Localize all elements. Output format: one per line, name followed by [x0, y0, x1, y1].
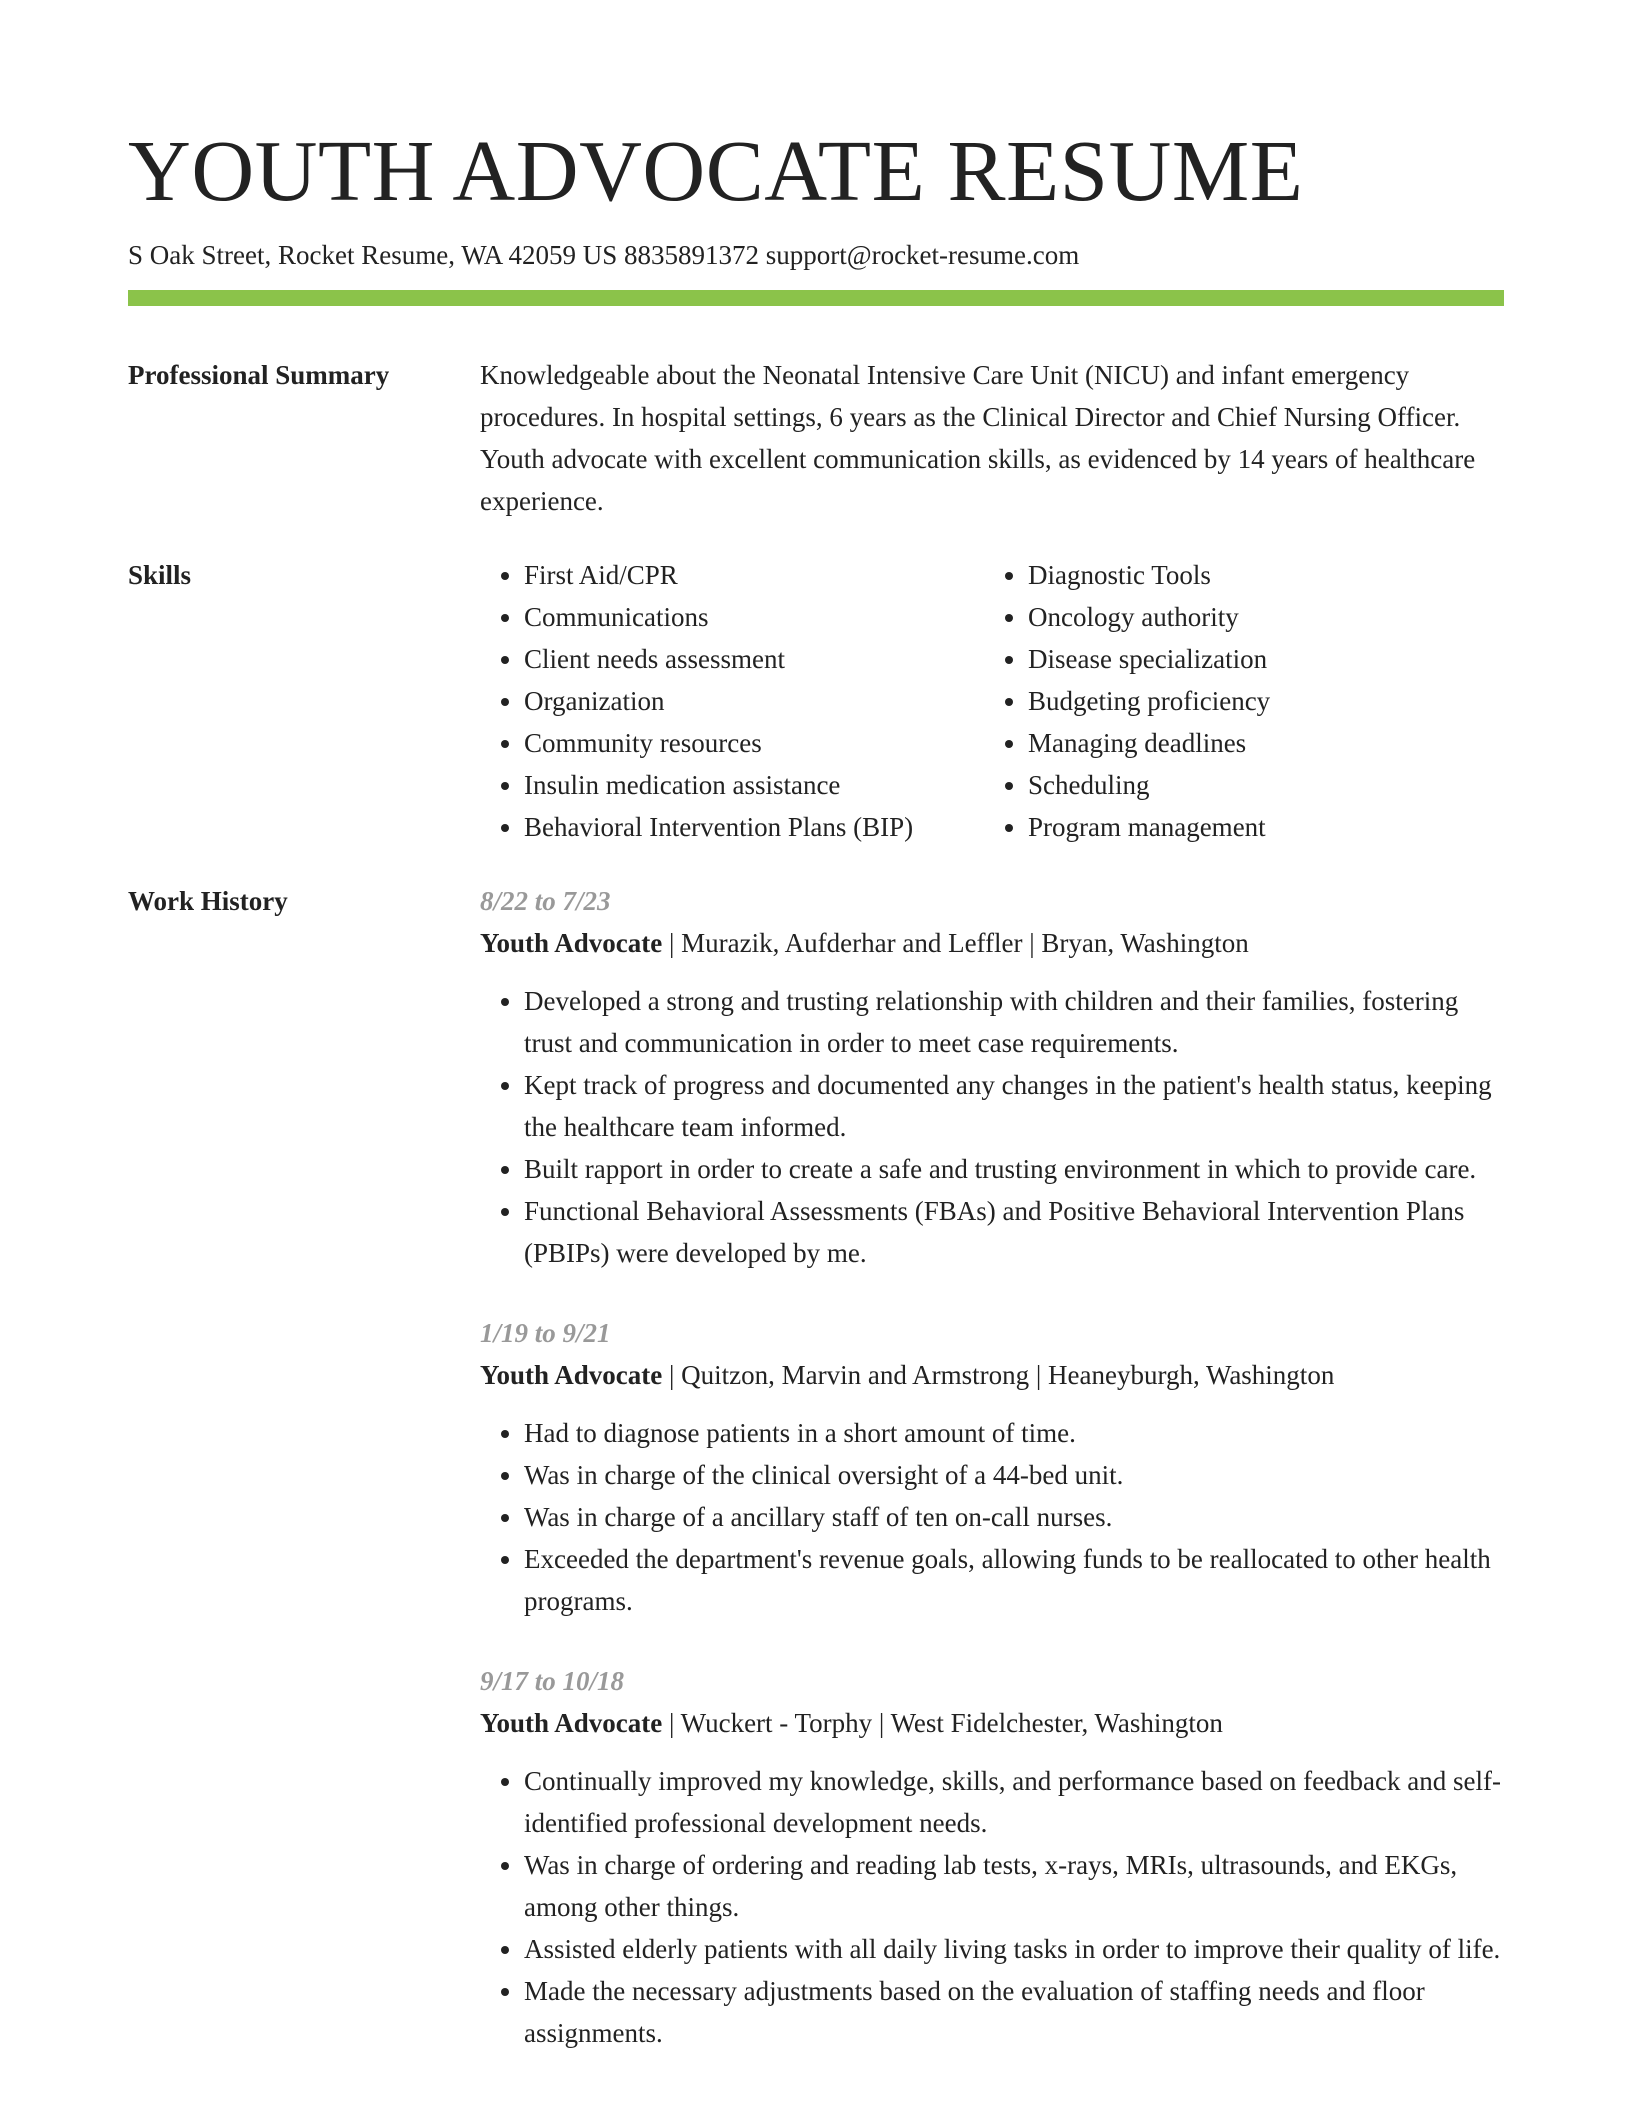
job-role: Youth Advocate [480, 1708, 663, 1738]
job-bullet: • Developed a strong and trusting relationship with children and their families, fostering trust and communication in order to meet case requirements. [524, 980, 1504, 1064]
skill-item: • Behavioral Intervention Plans (BIP) [524, 806, 984, 848]
job-entry [480, 1312, 1504, 1622]
skills-column-right [984, 554, 1488, 848]
skill-item: • Managing deadlines [1028, 722, 1488, 764]
work-history-section [128, 880, 1504, 2092]
header-divider [128, 290, 1504, 306]
summary-label: Professional Summary [128, 360, 390, 390]
job-bullet: • Was in charge of ordering and reading lab tests, x-rays, MRIs, ultrasounds, and EKGs, among other things. [524, 1844, 1504, 1928]
skill-item: • Communications [524, 596, 984, 638]
job-details: | Murazik, Aufderhar and Leffler | Bryan, Washington [662, 928, 1249, 958]
job-details: | Wuckert - Torphy | West Fidelchester, Washington [662, 1708, 1223, 1738]
job-role: Youth Advocate [480, 928, 663, 958]
summary-section [128, 354, 1504, 522]
job-bullet: • Continually improved my knowledge, skills, and performance based on feedback and self-identified professional development needs. [524, 1760, 1504, 1844]
job-heading [480, 1354, 1504, 1396]
skill-item: • First Aid/CPR [524, 554, 984, 596]
job-bullet: • Assisted elderly patients with all daily living tasks in order to improve their quality of life. [524, 1928, 1504, 1970]
job-bullets [480, 1760, 1504, 2054]
skill-item: • Organization [524, 680, 984, 722]
job-bullet: • Exceeded the department's revenue goals, allowing funds to be reallocated to other health programs. [524, 1538, 1504, 1622]
work-history-label: Work History [128, 886, 288, 916]
skills-section [128, 554, 1504, 848]
job-bullets [480, 1412, 1504, 1622]
skill-item: • Budgeting proficiency [1028, 680, 1488, 722]
skills-columns [480, 554, 1504, 848]
job-bullets [480, 980, 1504, 1274]
job-role: Youth Advocate [480, 1360, 663, 1390]
job-details: | Quitzon, Marvin and Armstrong | Heaneyburgh, Washington [662, 1360, 1335, 1390]
skills-column-left [480, 554, 984, 848]
skill-item: • Diagnostic Tools [1028, 554, 1488, 596]
job-dates: 1/19 to 9/21 [480, 1318, 611, 1348]
job-bullet: • Built rapport in order to create a safe and trusting environment in which to provide care. [524, 1148, 1504, 1190]
job-heading [480, 922, 1504, 964]
job-entry [480, 880, 1504, 1274]
summary-text: Knowledgeable about the Neonatal Intensive Care Unit (NICU) and infant emergency procedures. In hospital settings, 6 years as the Clinical Director and Chief Nursing Officer. Youth advocate with excellent communication skills, as evidenced by 14 years of healthcare experience. [480, 360, 1476, 516]
skill-item: • Client needs assessment [524, 638, 984, 680]
job-dates: 8/22 to 7/23 [480, 886, 611, 916]
skill-item: • Oncology authority [1028, 596, 1488, 638]
contact-line: S Oak Street, Rocket Resume, WA 42059 US 8835891372 support@rocket-resume.com [128, 240, 1080, 270]
job-bullet: • Was in charge of a ancillary staff of ten on-call nurses. [524, 1496, 1504, 1538]
job-bullet: • Had to diagnose patients in a short amount of time. [524, 1412, 1504, 1454]
job-dates: 9/17 to 10/18 [480, 1666, 625, 1696]
skill-item: • Insulin medication assistance [524, 764, 984, 806]
skill-item: • Community resources [524, 722, 984, 764]
skill-item: • Program management [1028, 806, 1488, 848]
resume-title: YOUTH ADVOCATE RESUME [128, 122, 1304, 219]
job-bullet: • Kept track of progress and documented any changes in the patient's health status, keeping the healthcare team informed. [524, 1064, 1504, 1148]
skill-item: • Disease specialization [1028, 638, 1488, 680]
job-bullet: • Made the necessary adjustments based on the evaluation of staffing needs and floor assignments. [524, 1970, 1504, 2054]
job-bullet: • Was in charge of the clinical oversight of a 44-bed unit. [524, 1454, 1504, 1496]
job-entry [480, 1660, 1504, 2054]
skills-label: Skills [128, 560, 192, 590]
skill-item: • Scheduling [1028, 764, 1488, 806]
job-bullet: • Functional Behavioral Assessments (FBAs) and Positive Behavioral Intervention Plans (PBIPs) were developed by me. [524, 1190, 1504, 1274]
work-history-list [480, 880, 1504, 2092]
job-heading [480, 1702, 1504, 1744]
